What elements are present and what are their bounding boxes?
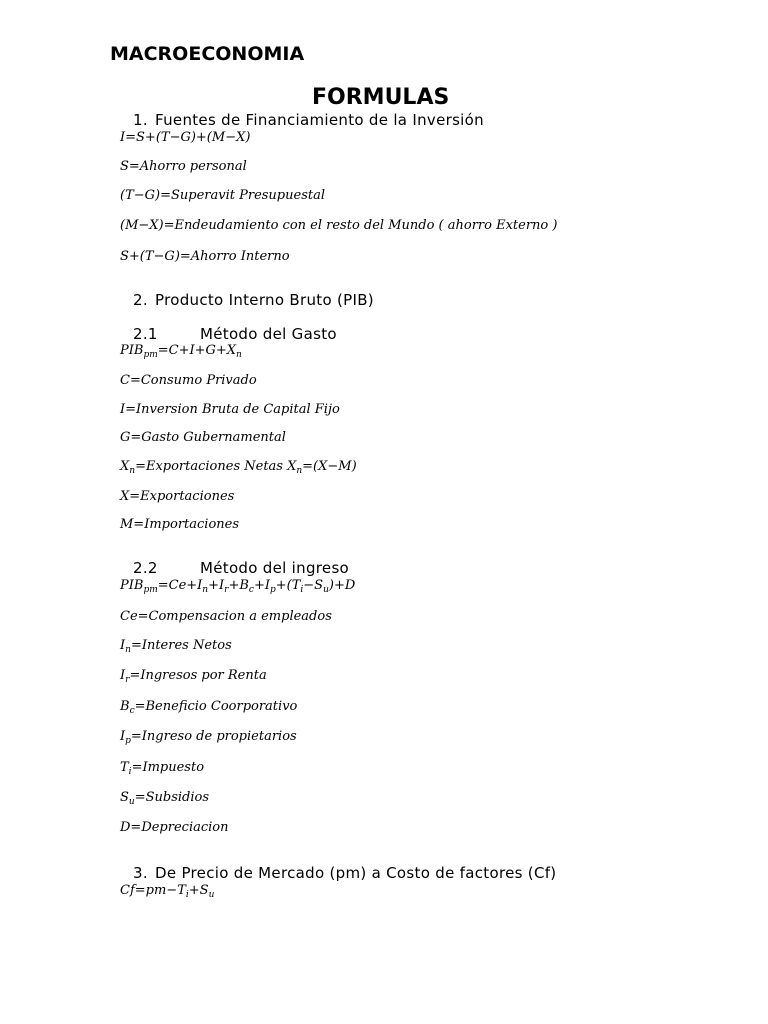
formula-costo-factores: $Cf=pm-T_i+S_u$ [120,883,215,900]
section-2-heading [133,291,374,309]
formula-depreciacion: D=Depreciacion [120,820,229,835]
formula-gasto-gubernamental: G=Gasto Gubernamental [120,430,286,445]
formula-impuesto: $T_i=Impuesto$ [120,760,205,777]
formula-ahorro-interno: S+(T−G)=Ahorro Interno [120,249,290,264]
formula-consumo: C=Consumo Privado [120,373,257,388]
section-1-heading [133,111,484,129]
formula-importaciones: M=Importaciones [120,517,240,532]
formula-ahorro-personal: S=Ahorro personal [120,159,247,174]
section-number: 2.2 [133,559,158,577]
formula-subsidios: $S_u=Subsidios$ [120,790,210,807]
formula-ingreso-propietarios: $I_p=Ingreso$ de propietarios [120,729,297,746]
formula-inversion: I=S+(T−G)+(M−X) [120,130,251,145]
section-number: 3. [133,864,148,882]
section-3-heading [133,864,556,882]
course-title: MACROECONOMIA [110,43,305,65]
formula-pib-gasto: $PIB_{pm}=C+I+G+X_n$ [120,343,242,360]
formula-pib-ingreso: $PIB_{pm}=Ce+I_n+I_r+B_c+I_p+(T_i-S_u)+D$ [120,578,356,595]
section-title: Método del Gasto [200,325,337,343]
section-2-1-heading [133,325,337,343]
formula-superavit: (T−G)=Superavit Presupuestal [120,188,325,203]
formula-exportaciones-netas: $X_n=Exportaciones$ Netas $X_n=(X-M)$ [120,459,357,476]
formula-inversion-bruta: I=Inversion Bruta de Capital Fijo [120,402,340,417]
formula-exportaciones: X=Exportaciones [120,489,235,504]
section-number: 1. [133,111,148,129]
section-title: Fuentes de Financiamiento de la Inversión [155,111,484,129]
section-number: 2. [133,291,148,309]
formula-compensacion: Ce=Compensacion a empleados [120,609,332,624]
formula-endeudamiento: (M−X)=Endeudamiento con el resto del Mundo ( ahorro Externo ) [120,218,558,233]
section-title: Producto Interno Bruto (PIB) [155,291,374,309]
section-number: 2.1 [133,325,158,343]
formula-interes-netos: $I_n=Interes$ Netos [120,638,232,655]
formula-ingresos-renta: $I_r=Ingresos$ por Renta [120,668,267,685]
section-title: Método del ingreso [200,559,350,577]
section-2-2-heading [133,559,349,577]
formula-beneficio: $B_c=Beneficio$ Coorporativo [120,699,298,716]
page-title: FORMULAS [312,85,450,110]
section-title: De Precio de Mercado (pm) a Costo de factores (Cf) [155,864,557,882]
